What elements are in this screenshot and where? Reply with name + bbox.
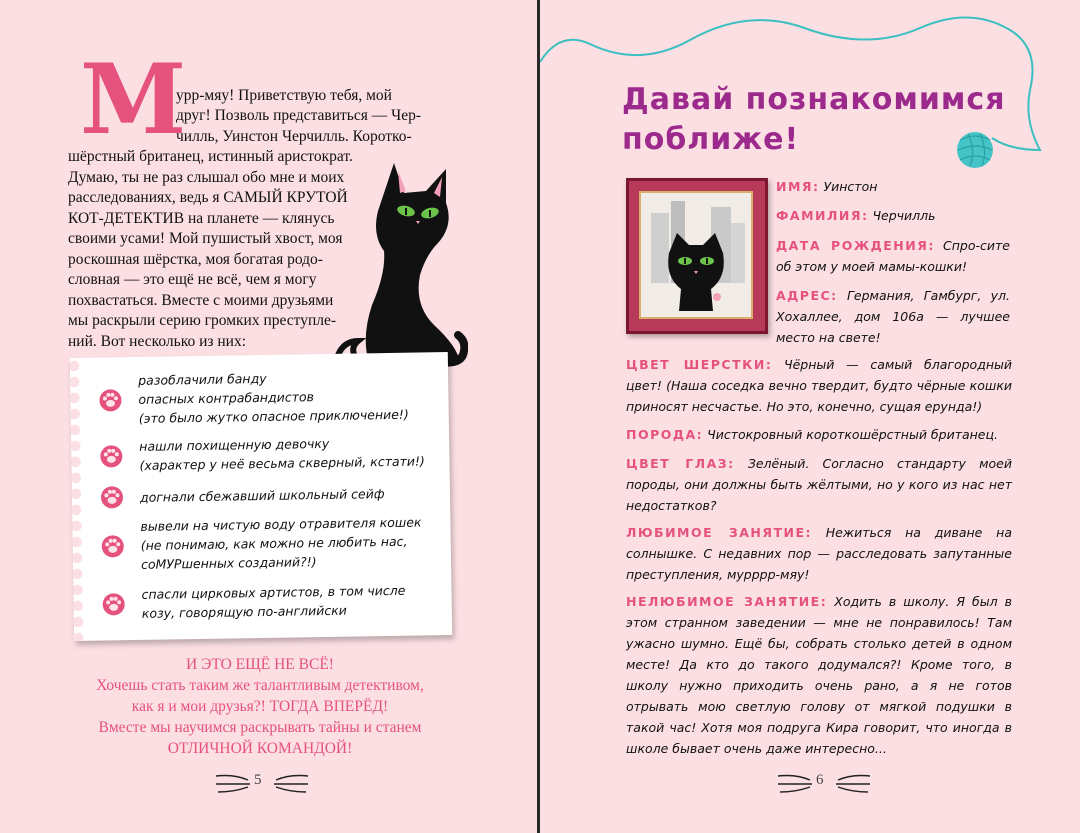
whiskers-left-icon	[214, 770, 254, 796]
field-value: Чистокровный короткошёрстный британец.	[707, 427, 998, 442]
field-label: ЛЮБИМОЕ ЗАНЯТИЕ:	[626, 525, 812, 540]
field-label: НЕЛЮБИМОЕ ЗАНЯТИЕ:	[626, 594, 828, 609]
portrait-picture	[639, 191, 753, 319]
cat-portrait-icon	[641, 193, 751, 317]
achievement-text: нашли похищенную девочку (характер у неё весьма скверный, кстати!)	[139, 435, 425, 473]
field-label: АДРЕС:	[776, 288, 838, 303]
intro-third-line: чилль, Уинстон Черчилль. Коротко-	[176, 128, 412, 145]
intro-line-8: похвастаться. Вместе с моими друзьями	[68, 292, 334, 309]
field-value: Германия, Гамбург, ул. Хохаллее, дом 106а — лучшее место на свете!	[776, 288, 1010, 345]
intro-line-5: своими усами! Мой пушистый хвост, моя	[68, 230, 343, 247]
page-title	[622, 80, 1005, 160]
field-name	[776, 176, 996, 197]
field-address	[776, 285, 1010, 348]
title-line: поближе!	[622, 122, 800, 157]
field-label: ЦВЕТ ГЛАЗ:	[626, 456, 735, 471]
field-favorite-activity	[626, 522, 1012, 585]
paw-print-icon	[101, 534, 125, 558]
intro-line-3: расследованиях, ведь я САМЫЙ КРУТОЙ	[68, 189, 348, 206]
whiskers-right-icon	[270, 770, 310, 796]
achievement-item	[100, 512, 422, 574]
field-value: Нежиться на диване на солнышке. С недавних пор — расследовать запутанные преступления, мурррр-мяу!	[626, 525, 1012, 582]
field-value: Спро-сите об этом у моей мамы-кошки!	[776, 238, 1010, 274]
page-number: 5	[254, 772, 262, 788]
field-label: ИМЯ:	[776, 179, 820, 194]
intro-second-line: друг! Позволь представиться — Чер-	[176, 107, 421, 124]
field-label: ПОРОДА:	[626, 427, 704, 442]
intro-line-1: шёрстный британец, истинный аристократ.	[68, 148, 353, 165]
intro-line-6: роскошная шёрстка, моя богатая родо-	[68, 251, 323, 268]
paw-print-icon	[100, 485, 124, 509]
note-spiral-holes	[70, 358, 92, 641]
achievement-item	[101, 581, 405, 624]
page-number: 6	[816, 772, 824, 788]
field-label: ДАТА РОЖДЕНИЯ:	[776, 238, 935, 253]
field-fur-color	[626, 354, 1012, 417]
cta-line: И ЭТО ЕЩЁ НЕ ВСЁ!	[186, 656, 334, 673]
title-line: Давай познакомимся	[622, 82, 1006, 117]
intro-line-7: словная — это ещё не всё, чем я могу	[68, 271, 317, 288]
achievement-item	[98, 367, 409, 429]
paw-print-icon	[99, 444, 123, 468]
field-value: Уинстон	[823, 179, 878, 194]
black-cat-illustration	[334, 155, 468, 385]
intro-line-9: мы раскрыли серию громких преступле-	[68, 312, 337, 329]
field-label: ФАМИЛИЯ:	[776, 208, 869, 223]
field-breed	[626, 424, 1012, 445]
intro-first-line: урр-мяу! Приветствую тебя, мой	[176, 87, 392, 104]
portrait-frame	[626, 178, 768, 334]
achievement-item	[99, 432, 425, 475]
drop-cap: М	[80, 43, 187, 156]
left-page	[0, 0, 538, 833]
whiskers-left-icon	[776, 770, 816, 796]
whiskers-right-icon	[832, 770, 872, 796]
paw-print-icon	[98, 388, 122, 412]
intro-line-10: ний. Вот несколько из них:	[68, 333, 247, 350]
paw-print-icon	[101, 592, 125, 616]
achievement-item	[100, 481, 385, 509]
field-value: Чёрный — самый благородный цвет! (Наша соседка вечно твердит, будто чёрные кошки приносят несчастье. Но это, конечно, сущая ерунда!)	[626, 357, 1012, 414]
achievements-note	[70, 352, 452, 641]
right-page	[540, 0, 1080, 833]
achievement-text: вывели на чистую воду отравителя кошек (не понимаю, как можно не любить нас, соМУРшенных созданий?!)	[140, 514, 422, 572]
field-value: Черчилль	[872, 208, 936, 223]
cta-line: ОТЛИЧНОЙ КОМАНДОЙ!	[167, 740, 353, 757]
field-least-favorite-activity	[626, 591, 1012, 759]
field-surname	[776, 205, 996, 226]
cta-line: Хочешь стать таким же талантливым детективом,	[96, 677, 424, 694]
cta-line: как я и мои друзья?! ТОГДА ВПЕРЁД!	[131, 698, 389, 715]
achievement-text: спасли цирковых артистов, в том числе козу, говорящую по-английски	[141, 582, 406, 621]
field-value: Зелёный. Согласно стандарту моей породы, они должны быть жёлтыми, но у кого из нас нет недостатков?	[626, 456, 1012, 513]
field-value: Ходить в школу. Я был в этом странном заведении — мне не понравилось! Там ужасно шумно. Ещё бы, собрать столько детей в одном месте! Да кто до такого додумался?! Кроме того, в школу нужно приходить очень рано, а я не готов отрывать мою светлую голову от мягкой подушки в такой час! Хотя моя подруга Кира говорит, что иногда в школе бывает очень даже интересно...	[626, 594, 1012, 756]
field-birthdate	[776, 235, 1010, 277]
achievement-text: разоблачили банду опасных контрабандистов (это было жутко опасное приключение!)	[138, 370, 409, 426]
cta-line: Вместе мы научимся раскрывать тайны и станем	[98, 719, 422, 736]
field-eye-color	[626, 453, 1012, 516]
intro-line-2: Думаю, ты не раз слышал обо мне и моих	[68, 169, 345, 186]
field-label: ЦВЕТ ШЕРСТКИ:	[626, 357, 773, 372]
intro-line-4: КОТ-ДЕТЕКТИВ на планете — клянусь	[68, 210, 335, 227]
call-to-action	[40, 654, 480, 759]
achievement-text: догнали сбежавший школьный сейф	[139, 485, 385, 505]
